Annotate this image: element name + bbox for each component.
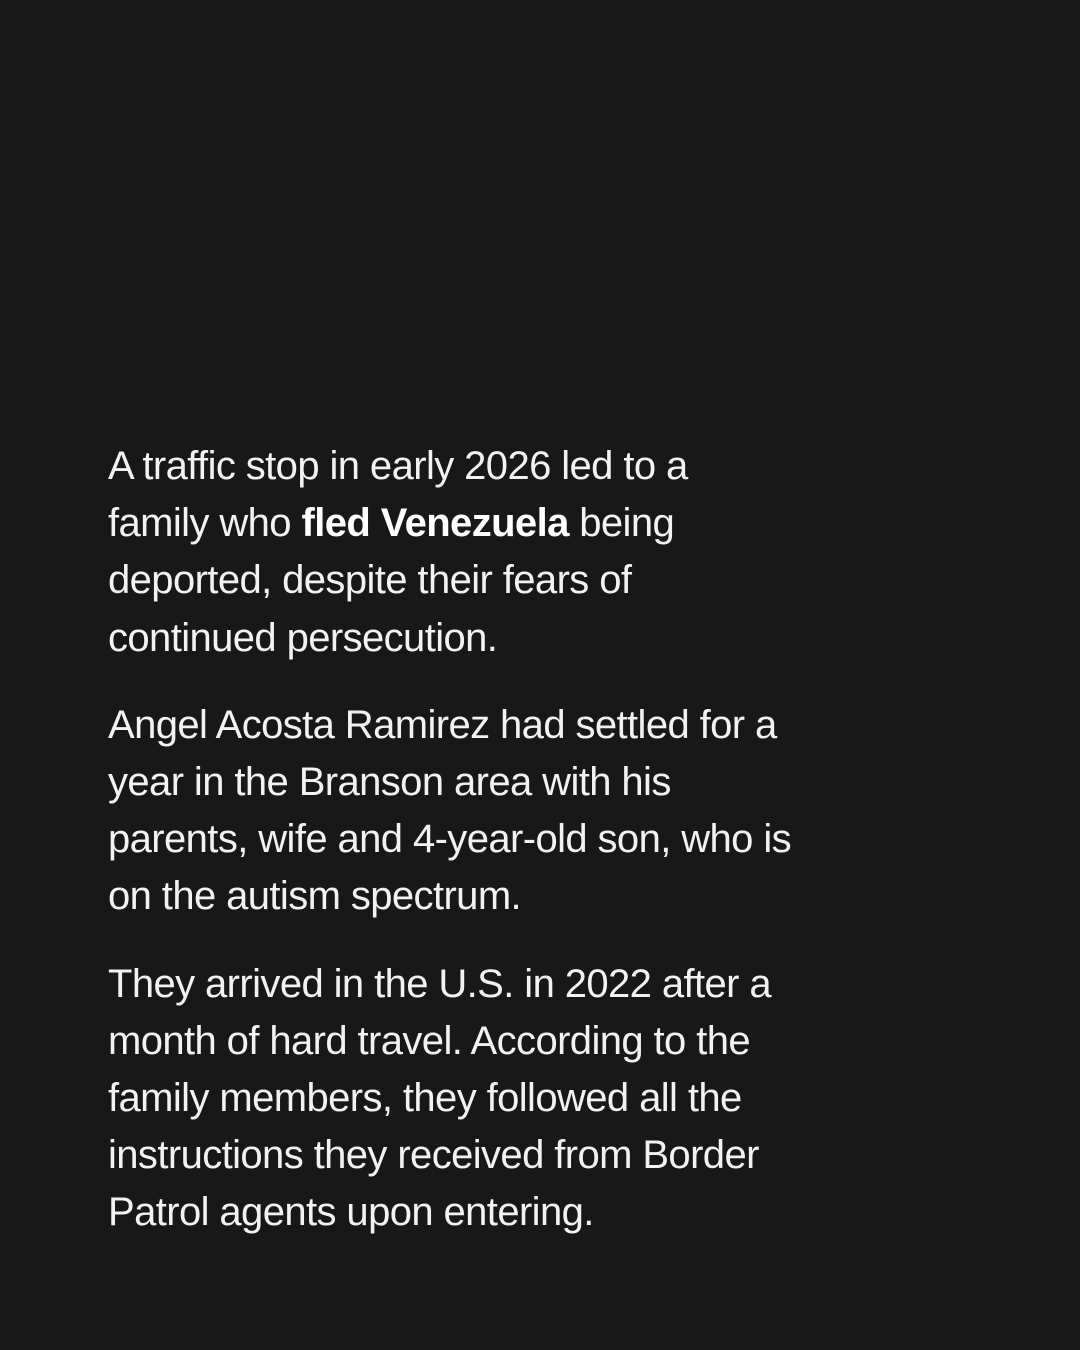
paragraph-1-lead: A traffic stop in early 2026 led to a family who — [108, 444, 688, 546]
paragraph-3: They arrived in the U.S. in 2022 after a month of hard travel. According to the family members, they followed all the instructions they received from Border Patrol agents upon entering. — [108, 961, 772, 1235]
paragraph-1-emphasis: fled Venezuela — [301, 501, 569, 546]
paragraph-1 — [108, 438, 798, 667]
story-text — [108, 438, 798, 1272]
paragraph-2: Angel Acosta Ramirez had settled for a year in the Branson area with his parents, wife and 4-year-old son, who is on the autism spectrum. — [108, 702, 792, 919]
paragraph-1-tail: being deported, despite their fears of continued persecution. — [108, 501, 675, 660]
